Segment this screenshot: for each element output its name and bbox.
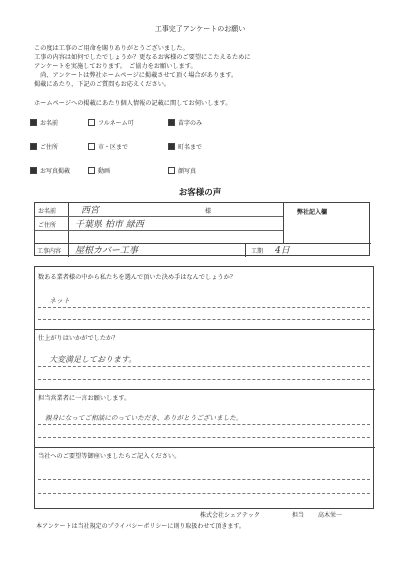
address-value: 千葉県 柏市 緑西	[75, 220, 144, 230]
name-value: 西宮	[81, 206, 100, 216]
staff-label: 担当	[292, 512, 305, 519]
address-label: ご住所	[38, 222, 57, 229]
intro-line: アンケートを実施しております。 ご協力をお願いします。	[34, 63, 197, 70]
checkbox[interactable]	[88, 119, 95, 126]
work-label: 工事内容	[37, 248, 62, 255]
answer-1[interactable]: ネット	[49, 297, 70, 305]
intro-line: この度は工事のご用命を賜りありがとうございました。	[34, 45, 189, 52]
period-value: 4日	[275, 246, 290, 256]
checkbox[interactable]	[30, 119, 37, 126]
customer-info-table	[34, 202, 370, 256]
consent-option: 動画	[98, 168, 111, 175]
checkbox[interactable]	[168, 143, 175, 150]
checkbox[interactable]	[168, 119, 175, 126]
intro-line: 掲載にあたり、下記のご質問もお応えください。	[34, 81, 171, 88]
consent-option: 顔写真	[178, 168, 197, 175]
name-label: お名前	[38, 208, 57, 215]
consent-option: 市・区まで	[98, 144, 129, 151]
voice-heading: お客様の声	[178, 188, 222, 198]
question-4: 当社へのご要望等御座いましたらご記入ください。	[38, 453, 181, 460]
question-2: 仕上がりはいかがでしたか？	[38, 335, 119, 342]
consent-label: お写真掲載	[40, 168, 71, 175]
questions-box	[34, 266, 374, 509]
checkbox[interactable]	[88, 143, 95, 150]
intro-line: 工事の内容は如何でしたでしょうか？更なるお客様のご要望にこたえるために	[34, 54, 251, 61]
period-label: 工期	[251, 248, 264, 255]
privacy-note: 本アンケートは当社規定のプライバシーポリシーに則り取扱わせて頂きます。	[36, 523, 245, 530]
checkbox[interactable]	[88, 167, 95, 174]
consent-option: 町名まで	[178, 144, 203, 151]
intro-line: 尚、アンケートは弊社ホームページに掲載させて頂く場合があります。	[34, 72, 238, 79]
office-use-label: 弊社記入欄	[297, 209, 328, 216]
checkbox[interactable]	[30, 143, 37, 150]
checkbox[interactable]	[30, 167, 37, 174]
consent-heading: ホームページへの掲載にあたり個人情報の記載に関してお伺いします。	[34, 100, 232, 107]
intro-paragraph	[34, 44, 251, 89]
answer-2[interactable]: 大変満足しております。	[49, 355, 137, 364]
company-name: 株式会社シェアテック	[200, 512, 260, 519]
checkbox[interactable]	[168, 167, 175, 174]
consent-option: フルネーム可	[98, 120, 134, 127]
question-3: 担当営業者に一言お願いします。	[38, 395, 131, 402]
honorific-label: 様	[205, 208, 212, 215]
consent-option: 苗字のみ	[178, 120, 203, 127]
question-1: 数ある業者様の中から私たちを選んで頂いた決め手はなんでしょうか？	[38, 274, 236, 281]
page-title: 工事完了アンケートのお願い	[154, 25, 246, 33]
work-value: 屋根カバー工事	[75, 246, 139, 256]
staff-name: 高木栄一	[318, 512, 343, 519]
consent-label: お名前	[40, 120, 59, 127]
answer-3[interactable]: 親身になってご相談にのっていただき、ありがとうございました。	[45, 414, 243, 422]
consent-label: ご住所	[40, 144, 59, 151]
